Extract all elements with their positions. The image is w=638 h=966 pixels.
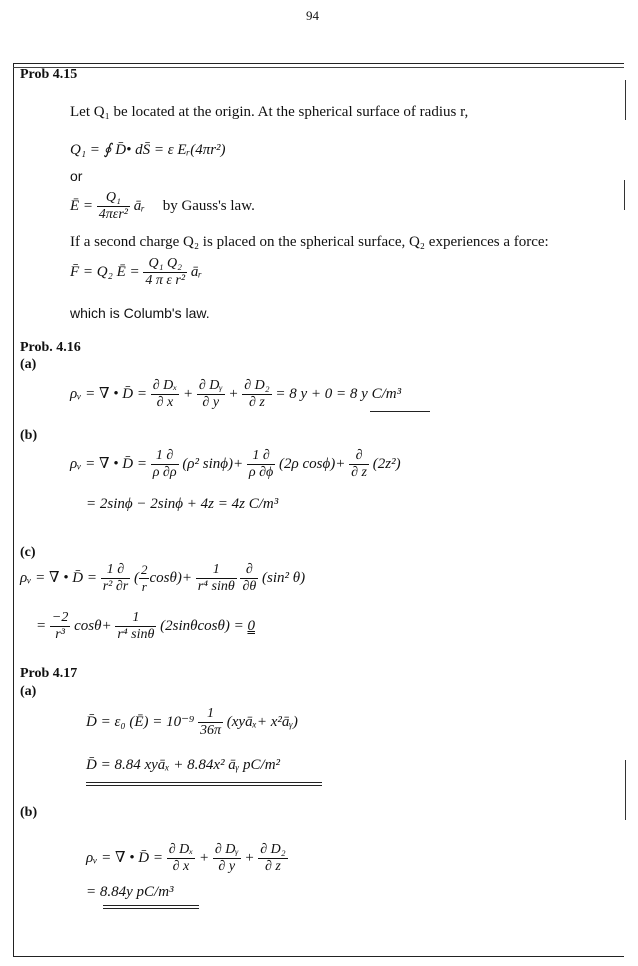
- eq2-numerator: Q₁: [97, 190, 130, 207]
- b-t3-den: ∂ z: [351, 465, 367, 480]
- b-lhs: ρᵥ = ∇ • D̄ =: [86, 849, 163, 866]
- eq2-lhs: Ē =: [70, 197, 94, 214]
- eq2-note: by Gauss's law.: [162, 197, 255, 214]
- b-t1-num: ∂ Dₓ: [168, 842, 194, 857]
- b-t1-den: ρ ∂ρ: [152, 465, 177, 480]
- prob-4-16-heading: Prob. 4.16: [20, 340, 81, 355]
- c2-t1-num: −2: [51, 610, 69, 625]
- b-t3-num: ∂ D₂: [260, 842, 286, 857]
- c-t2-den2: ∂θ: [242, 579, 257, 594]
- c2-t2-num: 1: [115, 610, 156, 627]
- c-t1-in-num: 2: [140, 562, 148, 577]
- c-t1-arg2: cosθ)+: [149, 569, 192, 586]
- eq3-numerator: Q₁ Q₂: [143, 256, 187, 273]
- electric-field-equation: [70, 190, 255, 223]
- a-lhs: ρᵥ = ∇ • D̄ =: [70, 385, 147, 402]
- b-t2-num: 1 ∂: [247, 448, 275, 465]
- prob-4-16-a-label: (a): [20, 357, 37, 372]
- b-t3-den: ∂ z: [265, 859, 281, 874]
- b-result: = 2sinϕ − 2sinϕ + 4z = 4z C/m³: [86, 496, 279, 512]
- a-result: = 8 y + 0 = 8 y C/m³: [275, 385, 402, 402]
- flux-result-underline-2: [86, 785, 322, 786]
- spherical-result: [36, 610, 255, 643]
- c-t1-in-den: r: [141, 579, 147, 594]
- prob-4-15-intro: Let Q₁ be located at the origin. At the spherical surface of radius r,: [70, 104, 469, 120]
- coulomb-law-text: which is Columb's law.: [70, 305, 210, 321]
- scan-speck: [625, 760, 626, 820]
- b-t1-num: 1 ∂: [151, 448, 179, 465]
- a-t1-den: ∂ x: [156, 395, 174, 410]
- divergence-result: = 8.84y pC/m³: [86, 884, 174, 900]
- c-t2-num2: ∂: [240, 562, 258, 579]
- c2-t1-den: r³: [55, 627, 65, 642]
- prob-4-16-c-label: (c): [20, 545, 36, 560]
- eq3-lhs: F̄ = Q₂ Ē =: [70, 263, 140, 280]
- prob-4-17-a-label: (a): [20, 684, 37, 699]
- b-t1-arg: (ρ² sinϕ)+: [182, 455, 244, 472]
- left-frame-line: [13, 63, 14, 956]
- c2-t2-den: r⁴ sinθ: [117, 627, 155, 642]
- flux-density-result: D̄ = 8.84 xyāₓ + 8.84x² āᵧ pC/m²: [86, 757, 281, 773]
- flux-result-underline-1: [86, 782, 322, 783]
- or-text: or: [70, 168, 83, 184]
- a-lhs: D̄ = ε₀ (Ē) = 10⁻⁹: [86, 713, 195, 730]
- b-lhs: ρᵥ = ∇ • D̄ =: [70, 455, 147, 472]
- charge-density-cartesian: ρᵥ = ∇ • D̄ = $\frac{\text{∂ Dₓ}}{\partial x}$ + $\frac{\text{∂ Dᵧ}}{\partial y}$ + $\frac{\text{∂ D₂}}{\partial z}$ = 8 y + 0 = 8 y C/m³: [70, 378, 402, 410]
- force-equation: [70, 256, 202, 289]
- eq3-unit-vector: āᵣ: [190, 263, 203, 280]
- a-arg: (xyāₓ+ x²āᵧ): [226, 713, 298, 730]
- c-t1-arg: (: [133, 569, 139, 586]
- a-t1-num: ∂ Dₓ: [152, 378, 178, 393]
- prob-4-17-b-label: (b): [20, 805, 38, 820]
- b-t2-num: ∂ Dᵧ: [214, 842, 239, 857]
- c-t2-den: r⁴ sinθ: [197, 579, 235, 594]
- c-lhs: ρᵥ = ∇ • D̄ =: [20, 569, 97, 586]
- second-charge-text: If a second charge Q₂ is placed on the spherical surface, Q₂ experiences a force:: [70, 234, 549, 250]
- divergence-underline-2: [103, 908, 199, 909]
- prob-4-17-heading: Prob 4.17: [20, 666, 78, 681]
- c-t1-den: r² ∂r: [102, 579, 129, 594]
- a-t2-num: ∂ Dᵧ: [198, 378, 223, 393]
- a-result-underline: [370, 411, 430, 412]
- gauss-integral-equation: Q₁ = ∮ D̄• dS̄ = ε Eᵣ(4πr²): [70, 142, 226, 158]
- b-t2-den: ρ ∂ϕ: [248, 465, 274, 480]
- a-den: 36π: [200, 723, 222, 738]
- a-num: 1: [198, 706, 223, 723]
- b-t2-den: ∂ y: [218, 859, 236, 874]
- divergence-equation: ρᵥ = ∇ • D̄ = $\frac{\text{∂ Dₓ}}{\partial x}$ + $\frac{\text{∂ Dᵧ}}{\partial y}$ + $\frac{\text{∂ D₂}}{\partial z}$: [86, 842, 286, 874]
- charge-density-spherical: [20, 562, 305, 595]
- b-t3-arg: (2z²): [372, 455, 401, 472]
- flux-density-equation: [86, 706, 298, 739]
- eq2-unit-vector: āᵣ: [133, 197, 145, 214]
- top-frame-line: [13, 63, 624, 64]
- c-t2-num: 1: [196, 562, 237, 579]
- a-t3-den: ∂ z: [249, 395, 265, 410]
- b-t3-num: ∂: [349, 448, 369, 465]
- eq3-denominator: 4 π ε r²: [145, 273, 186, 288]
- page-number: 94: [306, 8, 319, 23]
- scan-speck: [625, 80, 626, 120]
- bottom-frame-line: [13, 956, 624, 957]
- top-frame-line-inner: [13, 67, 624, 68]
- charge-density-cylindrical: [70, 448, 401, 481]
- b-t2-arg: (2ρ cosϕ)+: [279, 455, 346, 472]
- a-t3-num: ∂ D₂: [244, 378, 270, 393]
- c2-t1-arg: cosθ+: [74, 617, 112, 634]
- b-t1-den: ∂ x: [172, 859, 190, 874]
- c-t2-arg: (sin² θ): [262, 569, 306, 586]
- c-t1-num: 1 ∂: [101, 562, 131, 579]
- eq2-denominator: 4πεr²: [98, 207, 128, 222]
- a-t2-den: ∂ y: [202, 395, 220, 410]
- prob-4-15-heading: Prob 4.15: [20, 67, 78, 82]
- c2-t2-arg: (2sinθcosθ) =: [160, 617, 244, 634]
- prob-4-16-b-label: (b): [20, 428, 38, 443]
- divergence-underline-1: [103, 905, 199, 906]
- c2-result: 0: [247, 617, 255, 634]
- c2-eq: =: [36, 617, 47, 634]
- scan-speck: [624, 180, 625, 210]
